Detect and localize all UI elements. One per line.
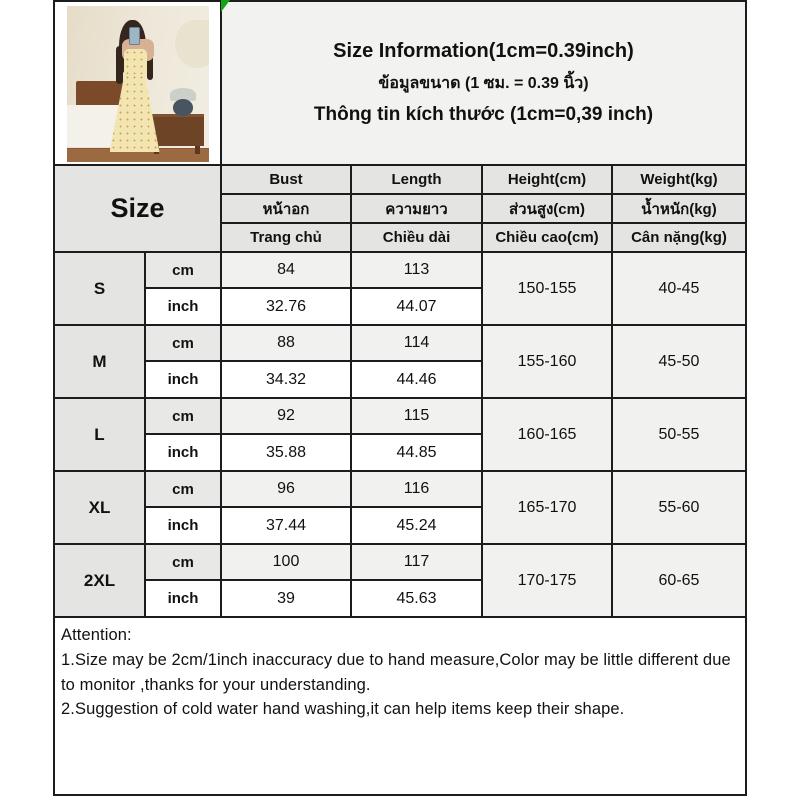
col-header-length-th: ความยาว: [351, 194, 482, 223]
col-header-weight-th: น้ำหนัก(kg): [612, 194, 746, 223]
weight-range: 60-65: [612, 544, 746, 617]
pampas-decor: [175, 20, 209, 68]
unit-cm-label: cm: [145, 471, 221, 507]
height-range: 155-160: [482, 325, 612, 398]
height-range: 170-175: [482, 544, 612, 617]
height-range: 165-170: [482, 471, 612, 544]
col-header-length-vi: Chiều dài: [351, 223, 482, 252]
bust-cm-value: 92: [221, 398, 351, 434]
size-label-m: M: [54, 325, 145, 398]
attention-cell: [54, 617, 746, 795]
bust-inch-value: 35.88: [221, 434, 351, 471]
bed-headboard: [76, 81, 126, 106]
col-header-weight-en: Weight(kg): [612, 165, 746, 194]
unit-cm-label: cm: [145, 252, 221, 288]
dress-bodice: [124, 49, 147, 76]
table-row: [54, 544, 746, 580]
col-header-height-th: ส่วนสูง(cm): [482, 194, 612, 223]
bust-cm-value: 88: [221, 325, 351, 361]
size-corner-header: Size: [54, 165, 221, 252]
unit-inch-label: inch: [145, 507, 221, 544]
size-label-l: L: [54, 398, 145, 471]
unit-inch-label: inch: [145, 580, 221, 617]
length-inch-value: 45.63: [351, 580, 482, 617]
table-row: [54, 252, 746, 288]
title-vietnamese: Thông tin kích thước (1cm=0,39 inch): [313, 104, 654, 125]
height-range: 150-155: [482, 252, 612, 325]
length-inch-value: 44.85: [351, 434, 482, 471]
bust-inch-value: 37.44: [221, 507, 351, 544]
phone-icon: [129, 27, 140, 45]
weight-range: 50-55: [612, 398, 746, 471]
col-header-bust-vi: Trang chủ: [221, 223, 351, 252]
attention-note-2: 2.Suggestion of cold water hand washing,it can help items keep their shape.: [61, 700, 625, 719]
unit-inch-label: inch: [145, 361, 221, 398]
bust-cm-value: 96: [221, 471, 351, 507]
weight-range: 45-50: [612, 325, 746, 398]
attention-row: [54, 617, 746, 795]
size-label-xl: XL: [54, 471, 145, 544]
col-header-height-vi: Chiều cao(cm): [482, 223, 612, 252]
table-row: [54, 325, 746, 361]
title-thai: ข้อมูลขนาด (1 ซม. = 0.39 นิ้ว): [378, 75, 589, 92]
attention-heading: Attention:: [61, 626, 132, 644]
col-header-height-en: Height(cm): [482, 165, 612, 194]
table-row: [54, 398, 746, 434]
col-header-bust-th: หน้าอก: [221, 194, 351, 223]
col-header-bust-en: Bust: [221, 165, 351, 194]
length-cm-value: 113: [351, 252, 482, 288]
col-header-length-en: Length: [351, 165, 482, 194]
product-photo: [67, 6, 209, 162]
bust-cm-value: 84: [221, 252, 351, 288]
size-chart-table: [53, 0, 747, 796]
header-row-english: [54, 165, 746, 194]
vase: [173, 99, 193, 116]
bust-inch-value: 39: [221, 580, 351, 617]
unit-cm-label: cm: [145, 325, 221, 361]
height-range: 160-165: [482, 398, 612, 471]
weight-range: 40-45: [612, 252, 746, 325]
side-table: [150, 114, 204, 146]
unit-inch-label: inch: [145, 434, 221, 471]
title-english: Size Information(1cm=0.39inch): [333, 40, 634, 62]
unit-inch-label: inch: [145, 288, 221, 325]
col-header-weight-vi: Cân nặng(kg): [612, 223, 746, 252]
length-inch-value: 44.46: [351, 361, 482, 398]
green-corner-marker: [221, 0, 230, 12]
weight-range: 55-60: [612, 471, 746, 544]
length-inch-value: 45.24: [351, 507, 482, 544]
table-row: [54, 471, 746, 507]
product-photo-cell: [54, 1, 221, 165]
unit-cm-label: cm: [145, 398, 221, 434]
table-leg: [195, 145, 200, 154]
bust-inch-value: 32.76: [221, 288, 351, 325]
bust-inch-value: 34.32: [221, 361, 351, 398]
attention-note-1: 1.Size may be 2cm/1inch inaccuracy due to hand measure,Color may be little different due to monitor ,thanks for your understanding.: [61, 650, 731, 694]
length-cm-value: 115: [351, 398, 482, 434]
length-cm-value: 117: [351, 544, 482, 580]
size-label-2xl: 2XL: [54, 544, 145, 617]
length-cm-value: 116: [351, 471, 482, 507]
title-cell: [221, 1, 746, 165]
unit-cm-label: cm: [145, 544, 221, 580]
photo-title-row: [54, 1, 746, 165]
length-cm-value: 114: [351, 325, 482, 361]
length-inch-value: 44.07: [351, 288, 482, 325]
bust-cm-value: 100: [221, 544, 351, 580]
size-label-s: S: [54, 252, 145, 325]
